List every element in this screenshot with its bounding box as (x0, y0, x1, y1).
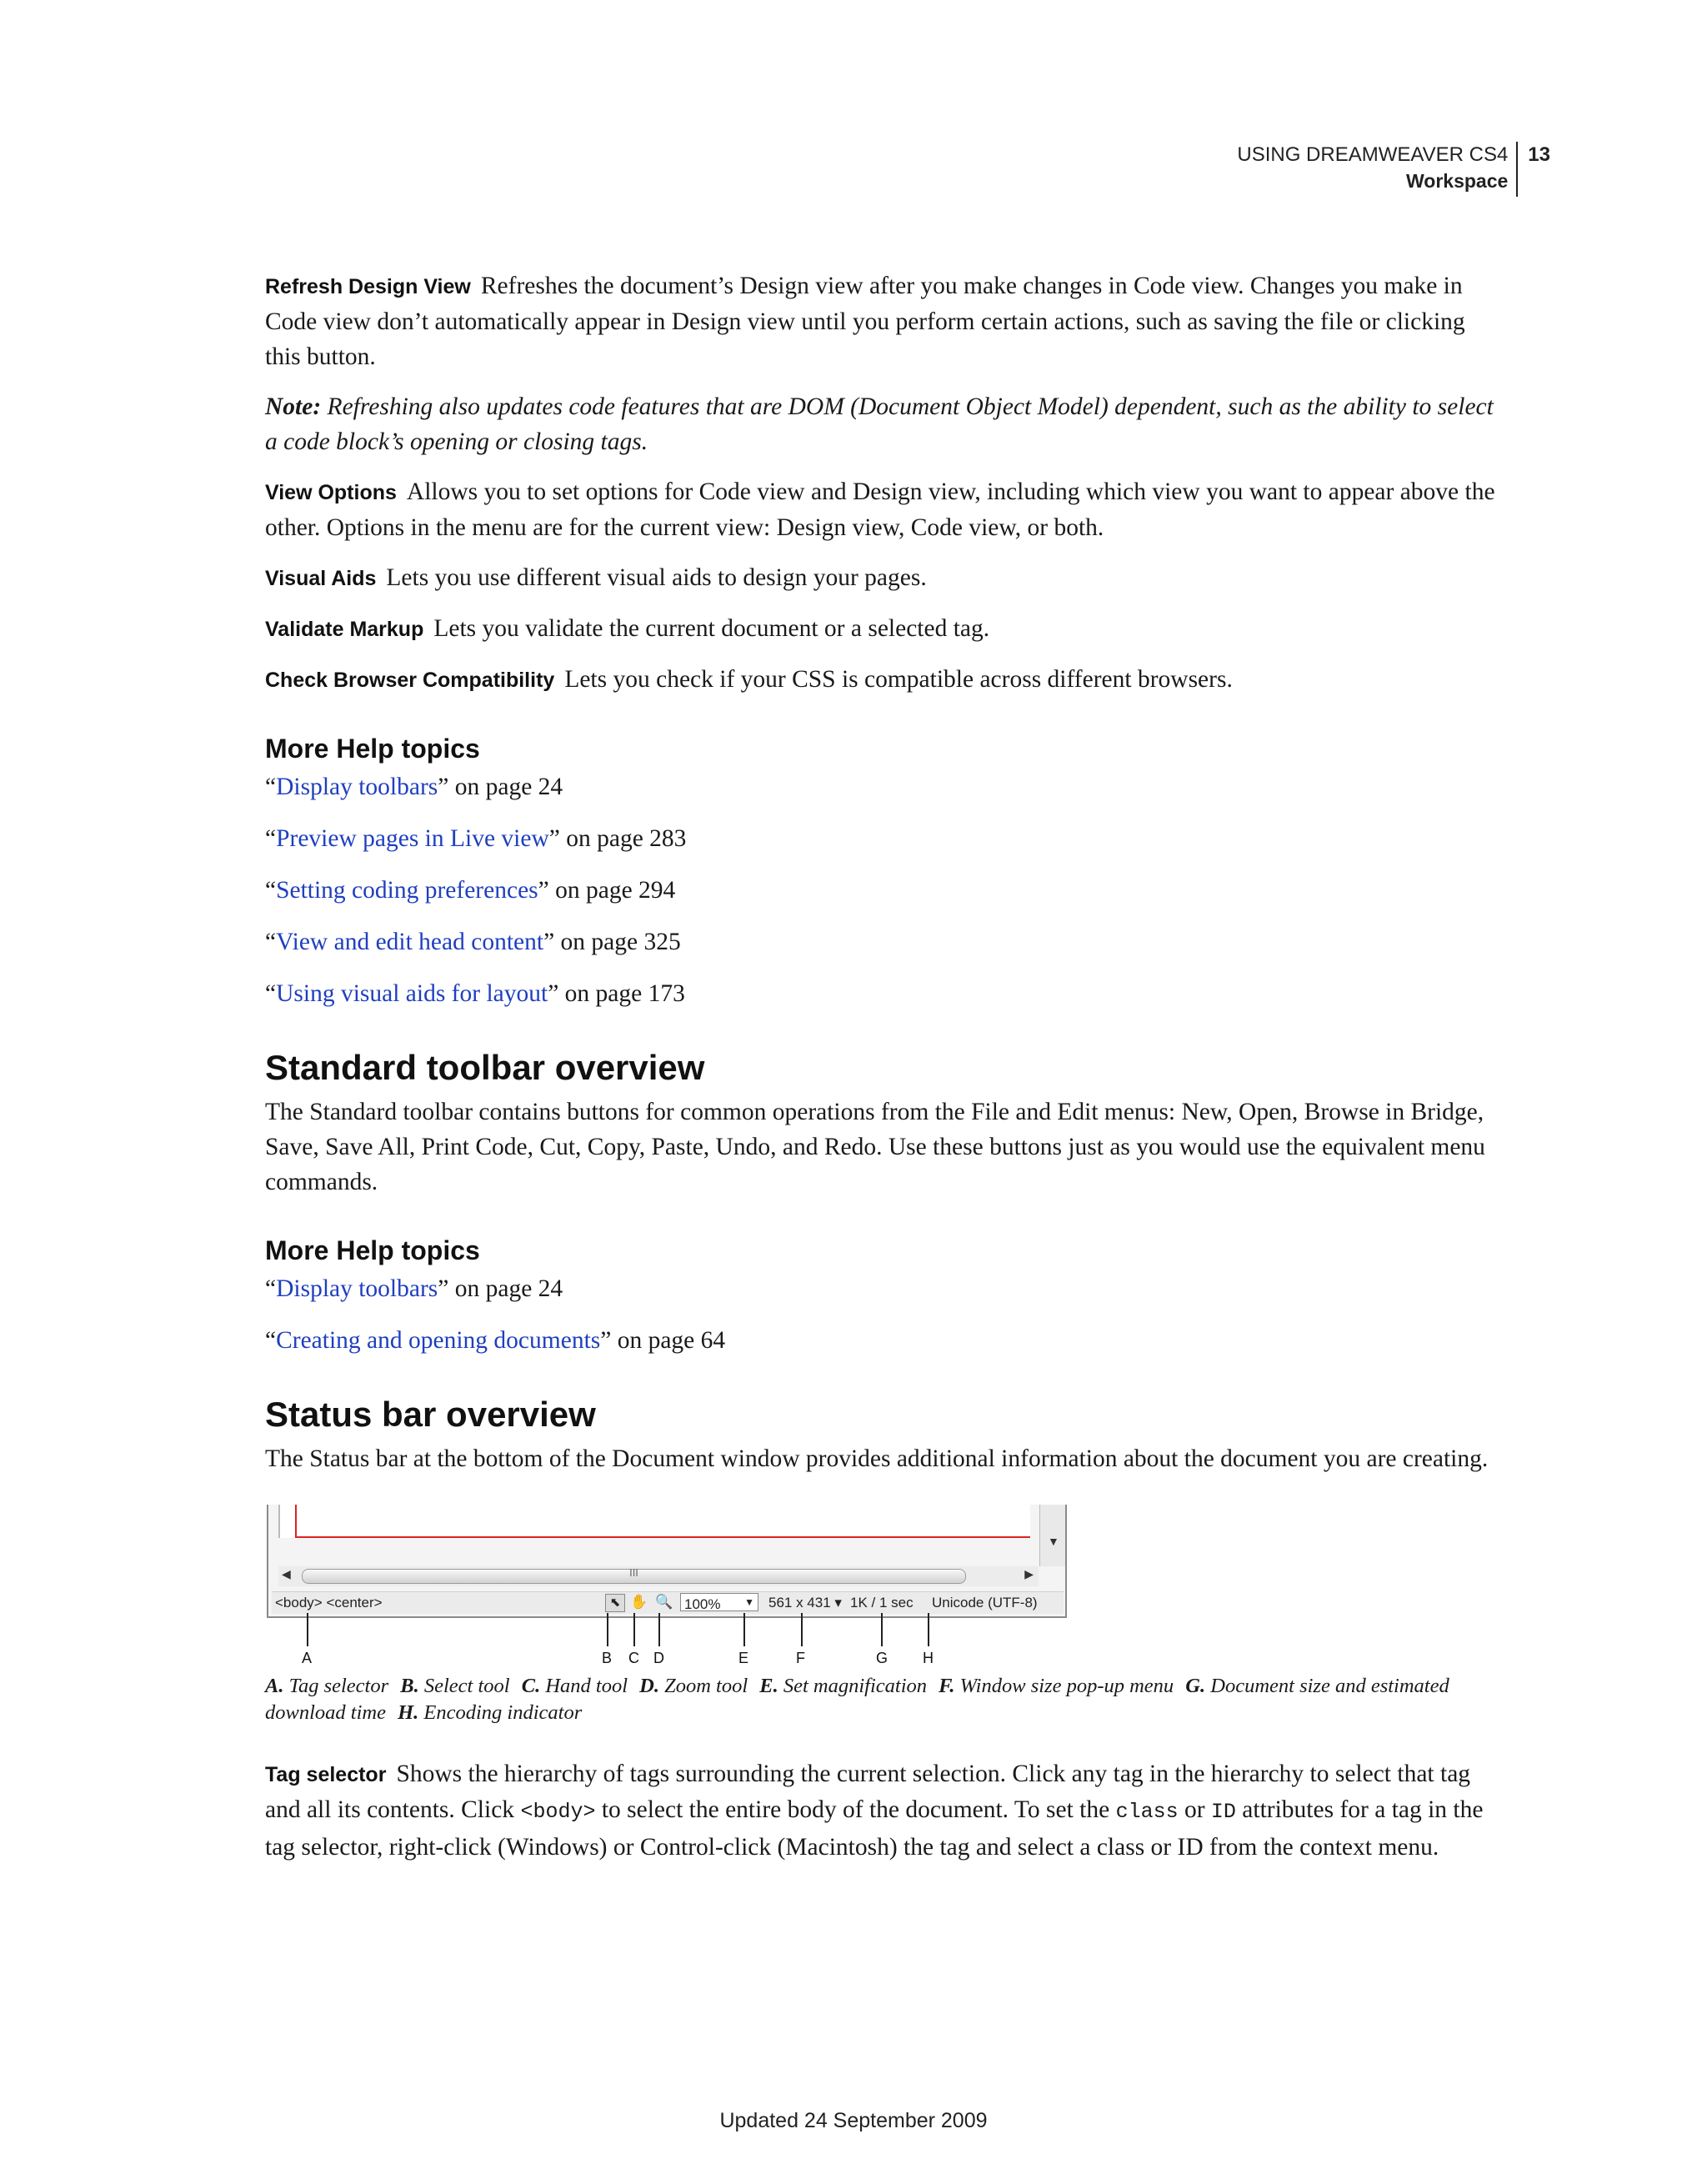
note-label: Note: (265, 393, 322, 420)
definition-text: Refreshes the document’s Design view after you make changes in Code view. Changes you make in Code view don’t automatically appear in Design view until you perform certain actions, such as saving the file or clicking this button. (265, 273, 1465, 370)
caption-text: Zoom tool (664, 1675, 748, 1697)
callout-label: F (796, 1650, 805, 1666)
design-view-area (278, 1505, 1030, 1538)
help-link-item (265, 1323, 1500, 1358)
definition-text: Shows the hierarchy of tags surrounding the current selection. Click any tag in the hierarchy to select that tag and all its contents. Click (265, 1761, 1471, 1823)
document-size: 1K / 1 sec (850, 1595, 914, 1610)
callout-label: A (302, 1650, 313, 1666)
page-number: 13 (1528, 143, 1550, 166)
window-size-menu[interactable]: 561 x 431 ▾ (768, 1595, 842, 1610)
more-help-heading: More Help topics (265, 1235, 480, 1265)
caption-text: Set magnification (783, 1675, 928, 1697)
caption-letter: G. (1185, 1675, 1206, 1697)
callout-line (658, 1613, 660, 1646)
zoom-value: 100% (684, 1596, 721, 1612)
term: Refresh Design View (265, 275, 471, 298)
caption-item (400, 1675, 509, 1697)
vertical-scrollbar[interactable] (1039, 1505, 1065, 1566)
section-heading-status-bar: Status bar overview (265, 1395, 596, 1434)
caption-text: Window size pop-up menu (959, 1675, 1174, 1697)
caption-letter: E. (759, 1675, 778, 1697)
help-link-display-toolbars[interactable]: Display toolbars (276, 774, 438, 800)
select-tool-icon[interactable]: ⬉ (605, 1594, 625, 1612)
running-header (1237, 142, 1550, 197)
status-bar (272, 1591, 1064, 1614)
help-link-item (265, 1271, 1500, 1306)
page-ref: ” on page 173 (548, 980, 685, 1007)
help-link-item (265, 821, 1500, 856)
callout-line (307, 1613, 308, 1646)
term: View Options (265, 481, 397, 504)
definition-text: Lets you check if your CSS is compatible across different browsers. (564, 666, 1233, 693)
help-link-item (265, 924, 1500, 959)
scrollbar-thumb[interactable] (302, 1566, 966, 1584)
scroll-grip: III (629, 1566, 638, 1579)
note (265, 389, 1500, 459)
definition-tag-selector (265, 1756, 1500, 1865)
caption-item (398, 1701, 582, 1724)
code-id-attr: ID (1210, 1800, 1236, 1824)
more-help-heading: More Help topics (265, 734, 480, 764)
callout-line (801, 1613, 803, 1646)
caption-letter: D. (639, 1675, 659, 1697)
quote-open: “ (265, 1327, 277, 1354)
caption-text: Document size and estimated download time (265, 1675, 1449, 1724)
document-window-frame (267, 1505, 1067, 1618)
quote-open: “ (265, 877, 277, 904)
caption-text: Tag selector (288, 1675, 389, 1697)
hand-tool-icon[interactable]: ✋ (630, 1594, 648, 1610)
definition-view-options (265, 474, 1500, 545)
callout-label: B (602, 1650, 613, 1666)
running-header-text (1237, 142, 1518, 197)
caption-item (759, 1675, 927, 1697)
help-link-item (265, 769, 1500, 804)
page-footer: Updated 24 September 2009 (719, 2109, 988, 2132)
help-link-head-content[interactable]: View and edit head content (276, 929, 544, 955)
callout-label: E (738, 1650, 749, 1666)
caption-letter: H. (398, 1701, 419, 1724)
scroll-down-icon[interactable]: ▼ (1048, 1536, 1059, 1549)
encoding-indicator: Unicode (UTF-8) (932, 1595, 1038, 1610)
chevron-down-icon: ▼ (744, 1596, 754, 1608)
callout-line (607, 1613, 608, 1646)
caption-text: Hand tool (545, 1675, 628, 1697)
quote-open: “ (265, 825, 277, 852)
set-magnification-select[interactable] (680, 1593, 758, 1611)
callout-line (743, 1613, 745, 1646)
page-ref: ” on page 294 (538, 877, 676, 904)
term: Tag selector (265, 1763, 387, 1786)
definition-refresh-design-view (265, 268, 1500, 374)
quote-open: “ (265, 929, 277, 955)
caption-text: Encoding indicator (423, 1701, 583, 1724)
section-heading-standard-toolbar: Standard toolbar overview (265, 1048, 705, 1087)
caption-letter: B. (400, 1675, 419, 1697)
definition-text: attributes for a tag in the tag selector, right-click (Windows) or Control-click (Macintosh) the tag and select a class or ID from the context menu. (265, 1796, 1484, 1861)
book-title: USING DREAMWEAVER CS4 (1237, 143, 1509, 166)
caption-item (265, 1675, 388, 1697)
callout-label: H (923, 1650, 934, 1666)
page-content (265, 268, 1500, 1880)
section-name: Workspace (1405, 170, 1509, 192)
caption-item (639, 1675, 748, 1697)
zoom-tool-icon[interactable]: 🔍 (655, 1594, 673, 1610)
help-link-creating-documents[interactable]: Creating and opening documents (276, 1327, 601, 1354)
caption-item (939, 1675, 1174, 1697)
page-ref: ” on page 283 (548, 825, 687, 852)
tag-selector[interactable]: <body> <center> (275, 1595, 383, 1610)
callout-label: G (876, 1650, 889, 1666)
help-link-preview-live-view[interactable]: Preview pages in Live view (276, 825, 549, 852)
code-class-attr: class (1115, 1800, 1179, 1824)
help-link-item (265, 976, 1500, 1011)
callout-label: D (653, 1650, 664, 1666)
definition-validate-markup (265, 611, 1500, 647)
callout-line (633, 1613, 635, 1646)
status-bar-figure (267, 1505, 1069, 1668)
note-text: Refreshing also updates code features that are DOM (Document Object Model) dependent, such as the ability to select a code block’s opening or closing tags. (265, 393, 1494, 455)
horizontal-scrollbar[interactable] (278, 1566, 1039, 1586)
code-body-tag: <body> (520, 1800, 596, 1824)
callout-line (928, 1613, 929, 1646)
callout-line (881, 1613, 883, 1646)
layout-border (295, 1536, 1030, 1538)
quote-open: “ (265, 980, 277, 1007)
quote-open: “ (265, 1275, 277, 1302)
definition-text: or (1184, 1796, 1205, 1823)
definition-text: to select the entire body of the document. To set the (601, 1796, 1110, 1823)
caption-letter: F. (939, 1675, 955, 1697)
caption-text: Select tool (423, 1675, 510, 1697)
help-link-display-toolbars[interactable]: Display toolbars (276, 1275, 438, 1302)
layout-border (295, 1505, 297, 1538)
page-ref: ” on page 64 (600, 1327, 726, 1354)
term: Visual Aids (265, 567, 377, 590)
scroll-left-icon[interactable]: ◀ (282, 1569, 291, 1581)
page-ref: ” on page 24 (438, 774, 563, 800)
quote-open: “ (265, 774, 277, 800)
page-ref: ” on page 325 (543, 929, 681, 955)
definition-text: Lets you validate the current document or a selected tag. (433, 615, 990, 642)
help-link-item (265, 873, 1500, 908)
page-ref: ” on page 24 (438, 1275, 563, 1302)
help-link-visual-aids-layout[interactable]: Using visual aids for layout (276, 980, 548, 1007)
caption-item (522, 1675, 628, 1697)
status-bar-text: The Status bar at the bottom of the Document window provides additional information about the document you are creating. (265, 1445, 1489, 1472)
term: Check Browser Compatibility (265, 669, 555, 692)
definition-text: Allows you to set options for Code view and Design view, including which view you want to appear above the other. Options in the menu are for the current view: Design view, Code view, or both. (265, 478, 1495, 541)
caption-letter: A. (265, 1675, 284, 1697)
definition-text: Lets you use different visual aids to design your pages. (386, 564, 927, 591)
caption-letter: C. (521, 1675, 541, 1697)
help-link-coding-preferences[interactable]: Setting coding preferences (276, 877, 538, 904)
figure-caption (265, 1673, 1500, 1726)
definition-visual-aids (265, 560, 1500, 596)
callout-label: C (628, 1650, 639, 1666)
scroll-right-icon[interactable]: ▶ (1024, 1569, 1034, 1581)
term: Validate Markup (265, 618, 424, 641)
standard-toolbar-text: The Standard toolbar contains buttons for common operations from the File and Edit menus: New, Open, Browse in Bridge, Save, Save All, Print Code, Cut, Copy, Paste, Undo, and Redo. Use these buttons just as you would use the equivalent menu commands. (265, 1099, 1485, 1195)
definition-check-browser-compatibility (265, 662, 1500, 698)
